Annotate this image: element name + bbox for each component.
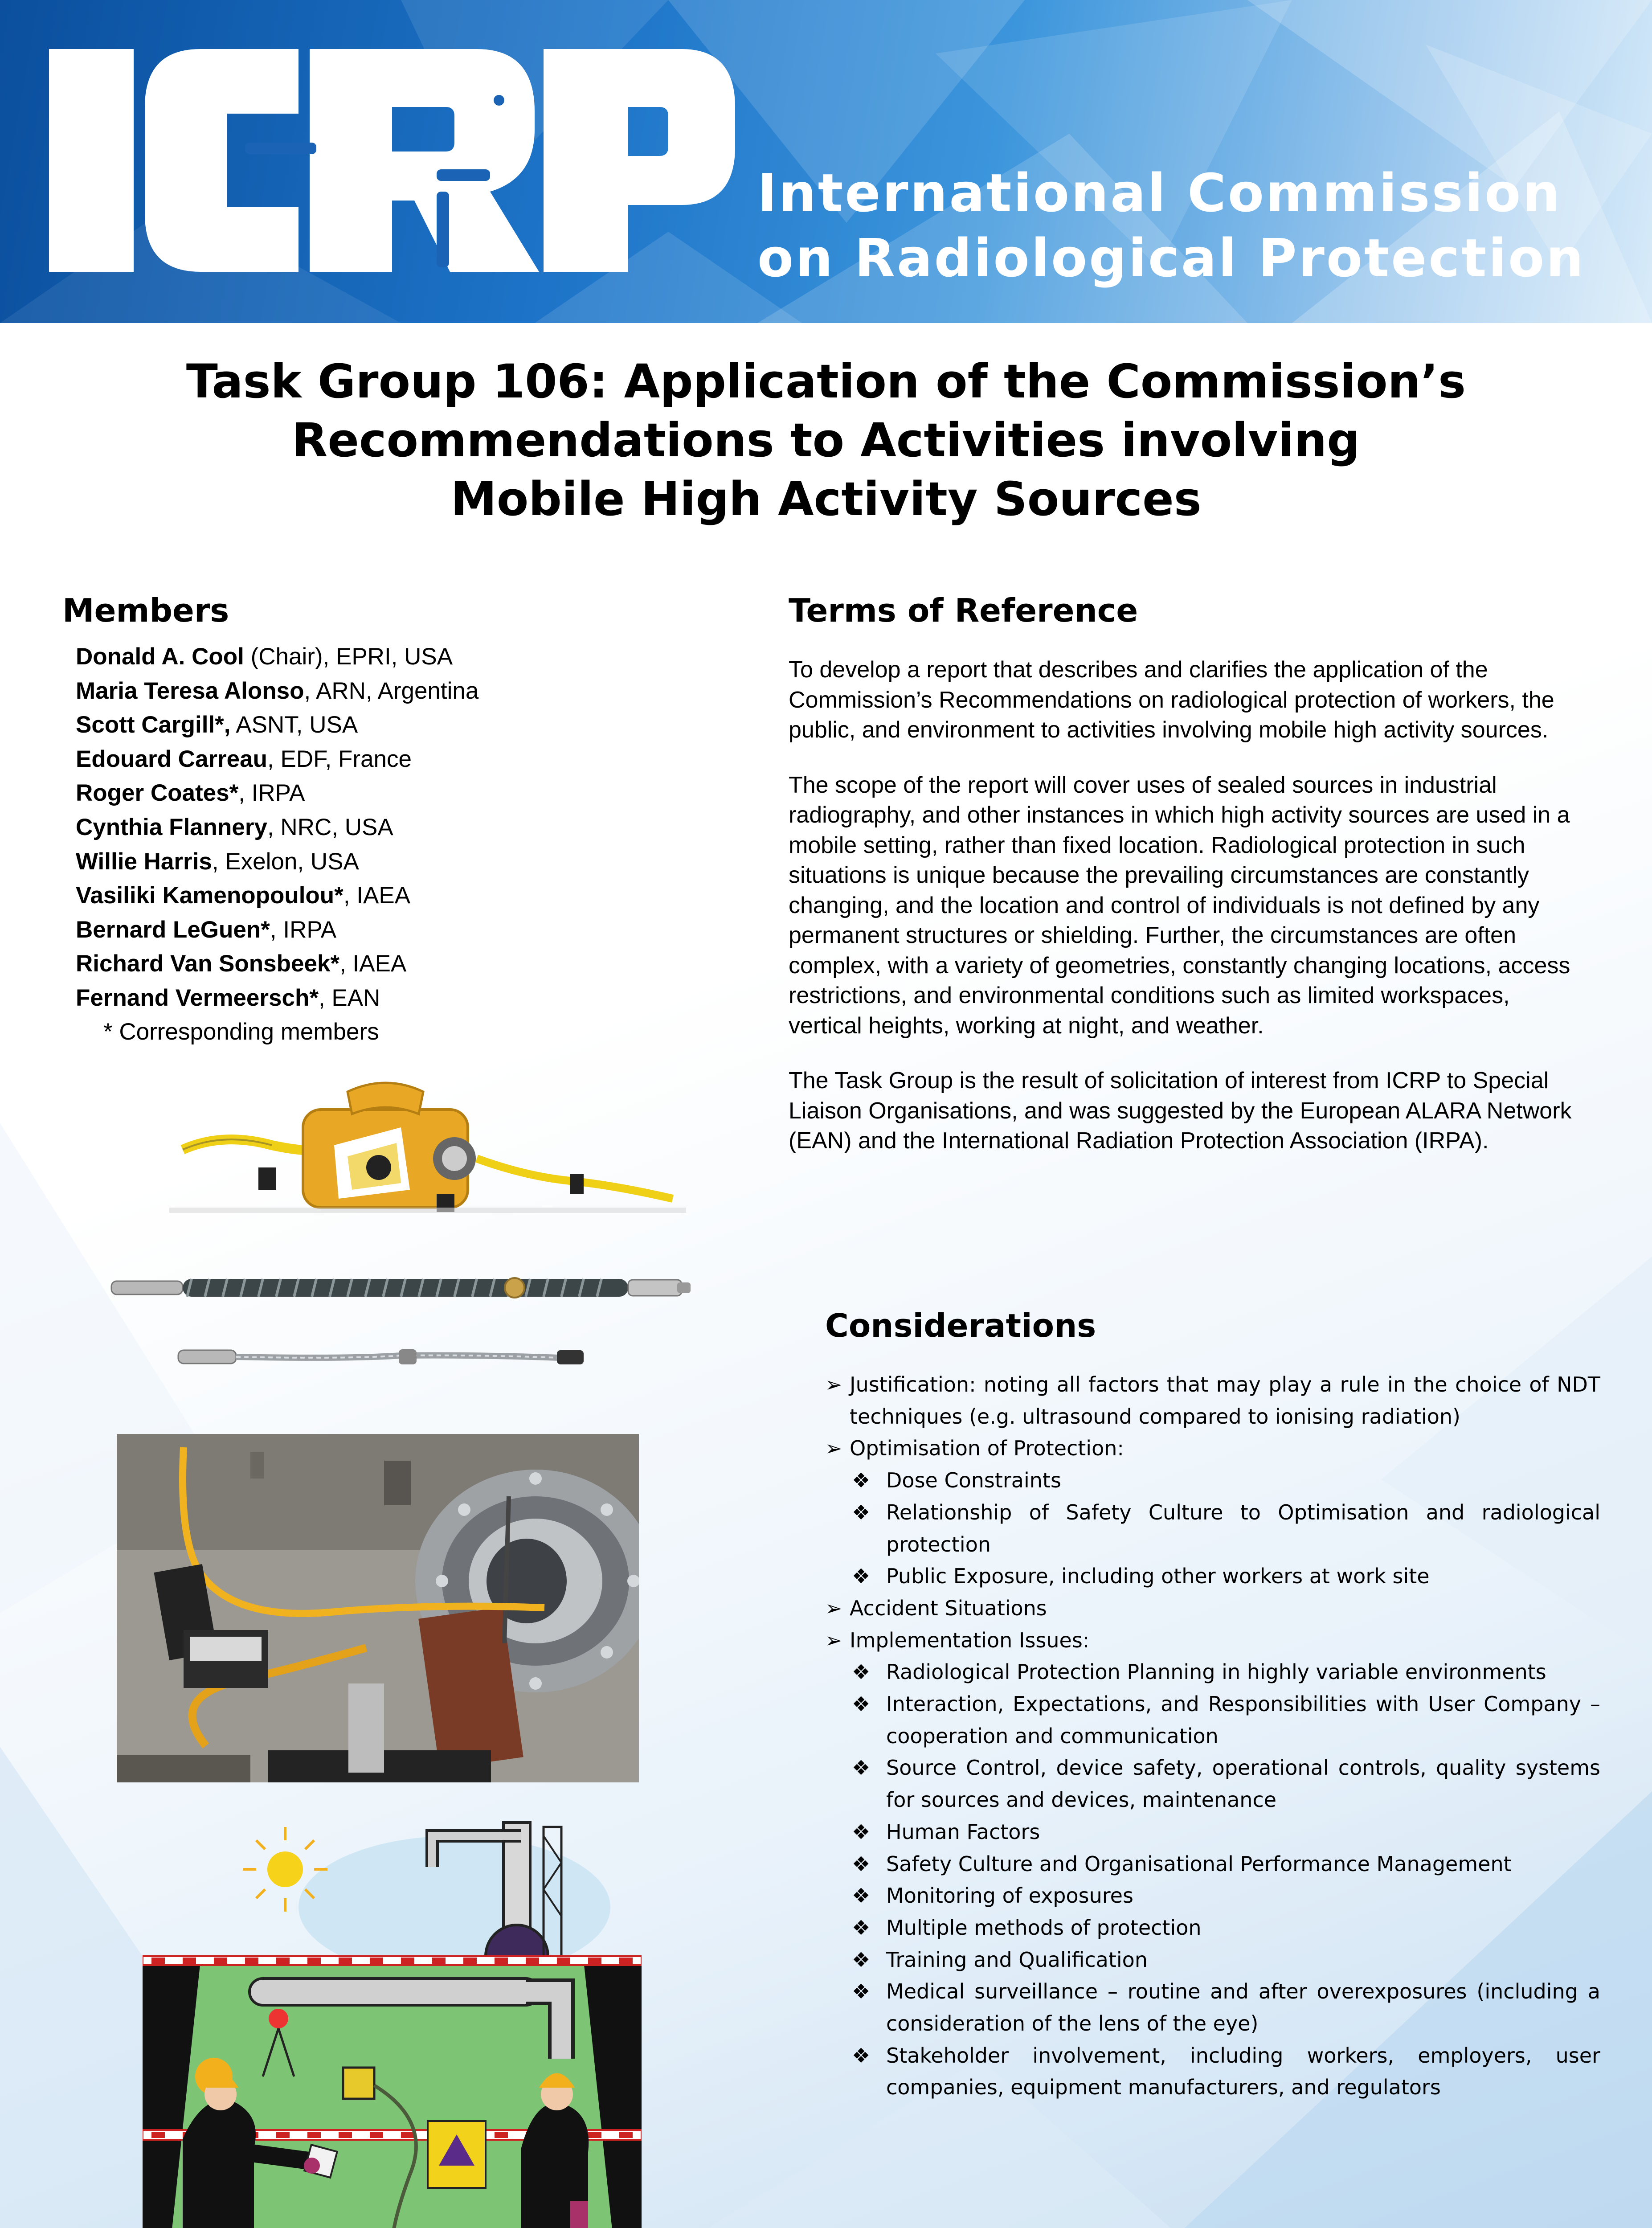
corresponding-note: * Corresponding members [103,1019,379,1045]
member-row [76,742,744,777]
terms-paragraph-1: To develop a report that describes and clarifies the application of the Commission’s Recommendations on radiological protection of workers, the public, and environment to activities involving mobile high activity sources. [789,657,1554,743]
member-affiliation: , Exelon, USA [212,848,359,875]
member-name: Maria Teresa Alonso [76,677,304,704]
terms-of-reference-heading: Terms of Reference [789,592,1138,629]
member-row [76,845,744,879]
page-title [45,352,1607,528]
consideration-subitem [825,1656,1600,1688]
consideration-text: Source Control, device safety, operational controls, quality systems for sources and devices, maintenance [886,1756,1600,1812]
consideration-text: Safety Culture and Organisational Performance Management [886,1851,1512,1876]
consideration-subitem [825,1560,1600,1593]
consideration-subitem [825,1912,1600,1944]
diamond-bullet-icon: ❖ [852,1979,871,2004]
consideration-text: Stakeholder involvement, including workers, employers, user companies, equipment manufacturers, and regulators [886,2043,1600,2100]
member-row [76,674,744,709]
member-name: Roger Coates* [76,780,239,807]
member-name: Fernand Vermeersch* [76,984,319,1011]
member-row [76,640,744,674]
consideration-subitem [825,1848,1600,1880]
consideration-text: Implementation Issues: [850,1628,1090,1652]
member-affiliation: , IRPA [238,780,305,807]
consideration-text: Interaction, Expectations, and Responsibilities with User Company – cooperation and communication [886,1692,1600,1748]
diamond-bullet-icon: ❖ [852,1851,871,1876]
diamond-bullet-icon: ❖ [852,1564,871,1589]
diamond-bullet-icon: ❖ [852,2043,871,2068]
arrow-bullet-icon: ➢ [825,1596,842,1620]
member-affiliation: , EAN [318,984,380,1011]
diamond-bullet-icon: ❖ [852,1915,871,1940]
member-affiliation: , IAEA [339,950,407,977]
consideration-item [825,1625,1600,1657]
consideration-text: Justification: noting all factors that may play a rule in the choice of NDT techniques (e.g. ultrasound compared to ionising radiation) [850,1372,1600,1429]
member-row [76,879,744,913]
member-name: Richard Van Sonsbeek* [76,950,340,977]
terms-paragraph-2: The scope of the report will cover uses of sealed sources in industrial radiography, and other instances in which high activity sources are used in a mobile setting, rather than fixed location. Radiological protection in such situations is unique because the prevailing circumstances are constantly changing, and the location and control of individuals is not defined by any permanent structures or shielding. Further, the circumstances are often complex, with a variety of geometries, constantly changing locations, access restrictions, and environmental conditions such as limited workspaces, vertical heights, working at night, and weather. [789,772,1570,1039]
diamond-bullet-icon: ❖ [852,1756,871,1780]
member-name: Willie Harris [76,848,212,875]
title-line1: Task Group 106: Application of the Commission’s [186,354,1466,409]
member-affiliation: , IRPA [270,916,337,943]
radiography-camera-graphic [169,1074,686,1216]
title-line2: Recommendations to Activities involving [292,413,1360,467]
consideration-item [825,1593,1600,1625]
guide-tube-image [102,1261,699,1315]
header-banner [0,0,1652,323]
icrp-logo [49,45,735,276]
consideration-subitem [825,1976,1600,2040]
member-row [76,981,744,1016]
member-row [76,708,744,742]
arrow-bullet-icon: ➢ [825,1628,842,1652]
consideration-subitem [825,1944,1600,1976]
organization-name [757,160,1631,291]
member-row [76,913,744,947]
org-name-line2: on Radiological Protection [757,227,1586,289]
member-name: Vasiliki Kamenopoulou* [76,882,343,909]
consideration-text: Radiological Protection Planning in highly variable environments [886,1660,1546,1684]
diamond-bullet-icon: ❖ [852,1660,871,1684]
consideration-subitem [825,1816,1600,1848]
member-name: Cynthia Flannery [76,814,267,840]
member-row [76,811,744,845]
consideration-text: Multiple methods of protection [886,1915,1202,1940]
terms-of-reference-body [789,655,1573,1181]
radiography-camera-image [169,1074,686,1216]
org-name-line1: International Commission [757,162,1562,224]
consideration-subitem [825,1465,1600,1497]
consideration-subitem [825,1880,1600,1912]
diamond-bullet-icon: ❖ [852,1947,871,1972]
considerations-list [825,1369,1600,2104]
member-row [76,776,744,811]
drive-cable-graphic [169,1337,597,1377]
member-name: Bernard LeGuen* [76,916,270,943]
consideration-item [825,1433,1600,1465]
consideration-text: Public Exposure, including other workers at work site [886,1564,1430,1589]
diamond-bullet-icon: ❖ [852,1500,871,1524]
consideration-text: Relationship of Safety Culture to Optimisation and radiological protection [886,1500,1600,1556]
drive-cable-image [169,1337,597,1377]
consideration-text: Training and Qualification [886,1947,1148,1972]
member-name: Edouard Carreau [76,745,268,772]
member-affiliation: ASNT, USA [230,712,358,738]
consideration-text: Monitoring of exposures [886,1884,1133,1908]
site-illustration [143,1809,642,2228]
consideration-subitem [825,2040,1600,2104]
terms-paragraph-3: The Task Group is the result of solicitation of interest from ICRP to Special Liaison Organisations, and was suggested by the European ALARA Network (EAN) and the International Radiation Protection Association (IRPA). [789,1068,1572,1154]
icrp-logo-graphic [49,45,735,276]
member-affiliation: , ARN, Argentina [304,677,479,704]
site-illustration-graphic [143,1809,642,2228]
considerations-heading: Considerations [825,1307,1096,1344]
consideration-item [825,1369,1600,1433]
diamond-bullet-icon: ❖ [852,1692,871,1716]
worksite-photo [117,1434,639,1782]
consideration-text: Human Factors [886,1819,1040,1844]
members-list [76,640,744,1016]
arrow-bullet-icon: ➢ [825,1436,842,1461]
guide-tube-graphic [102,1261,699,1315]
consideration-subitem [825,1752,1600,1816]
consideration-text: Optimisation of Protection: [850,1436,1124,1461]
consideration-text: Dose Constraints [886,1468,1061,1493]
consideration-text: Accident Situations [850,1596,1047,1620]
diamond-bullet-icon: ❖ [852,1884,871,1908]
diamond-bullet-icon: ❖ [852,1468,871,1493]
member-affiliation: , IAEA [343,882,411,909]
members-heading: Members [62,592,229,629]
member-name: Donald A. Cool [76,643,244,670]
member-affiliation: (Chair), EPRI, USA [244,643,453,670]
member-name: Scott Cargill*, [76,712,231,738]
diamond-bullet-icon: ❖ [852,1819,871,1844]
member-affiliation: , EDF, France [267,745,412,772]
title-line3: Mobile High Activity Sources [450,472,1202,526]
consideration-text: Medical surveillance – routine and after overexposures (including a consideration of the lens of the eye) [886,1979,1600,2036]
member-row [76,947,744,981]
consideration-subitem [825,1497,1600,1560]
consideration-subitem [825,1688,1600,1752]
member-affiliation: , NRC, USA [267,814,393,840]
arrow-bullet-icon: ➢ [825,1372,842,1397]
worksite-photo-graphic [117,1434,639,1782]
